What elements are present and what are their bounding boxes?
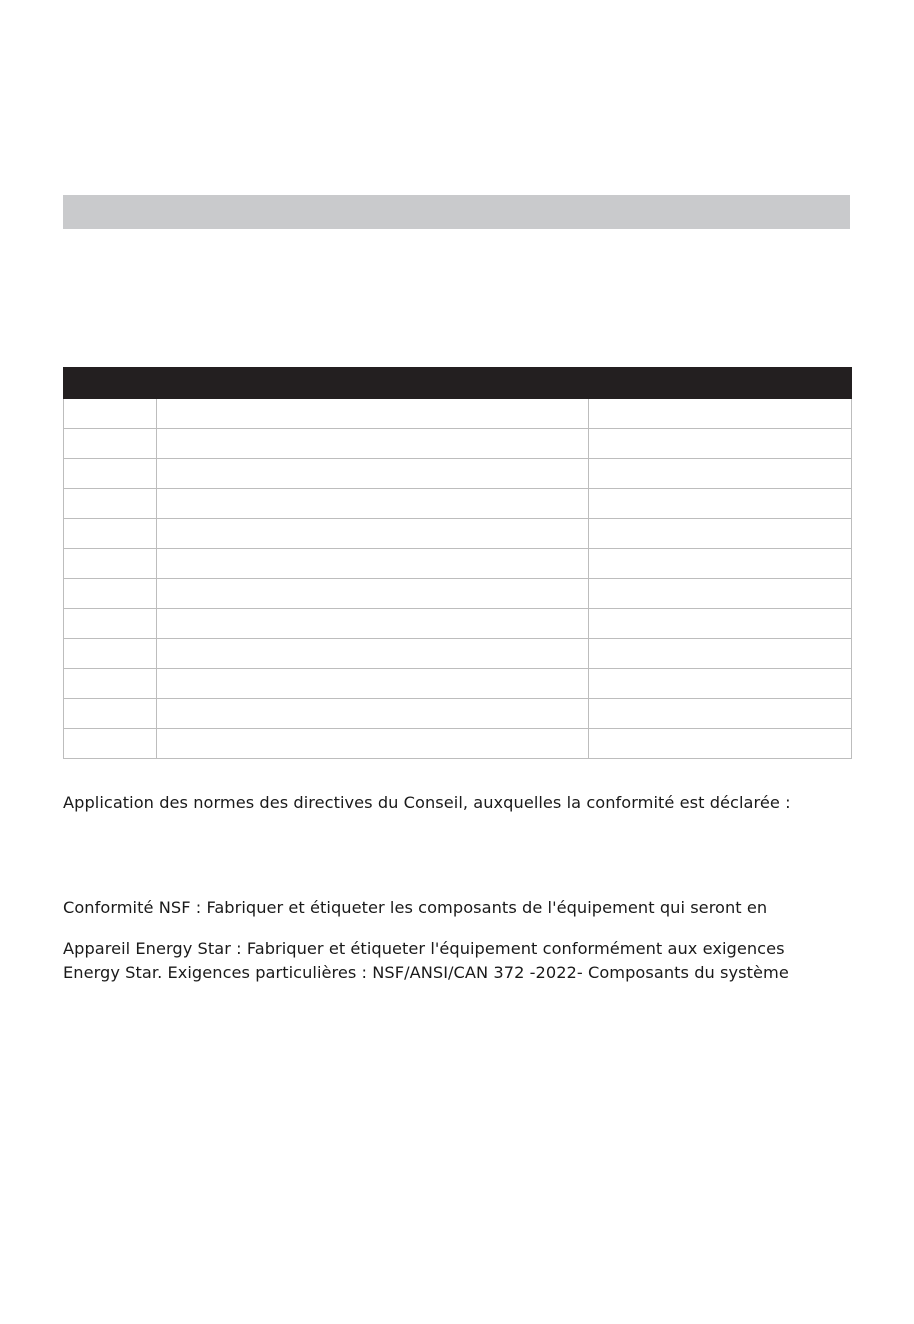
table-cell bbox=[64, 699, 157, 729]
table-cell bbox=[64, 639, 157, 669]
standards-statement: Application des normes des directives du Conseil, auxquelles la conformité est déclarée : bbox=[63, 793, 791, 812]
table-cell bbox=[589, 459, 852, 489]
table-cell bbox=[157, 519, 589, 549]
section-header-bar bbox=[63, 195, 850, 229]
table-cell bbox=[589, 579, 852, 609]
specification-table bbox=[63, 367, 852, 759]
energy-star-text-line-1: Appareil Energy Star : Fabriquer et étiqueter l'équipement conformément aux exigences bbox=[63, 939, 785, 958]
table-cell bbox=[157, 609, 589, 639]
table-cell bbox=[64, 579, 157, 609]
table-cell bbox=[589, 549, 852, 579]
table-header-cell bbox=[157, 368, 589, 399]
table-cell bbox=[64, 429, 157, 459]
nsf-compliance-text: Conformité NSF : Fabriquer et étiqueter les composants de l'équipement qui seront en bbox=[63, 898, 768, 917]
table-cell bbox=[157, 549, 589, 579]
table-cell bbox=[589, 669, 852, 699]
table-row bbox=[64, 459, 852, 489]
table-cell bbox=[64, 489, 157, 519]
table-cell bbox=[157, 669, 589, 699]
table-cell bbox=[589, 609, 852, 639]
table-row bbox=[64, 669, 852, 699]
table-cell bbox=[157, 699, 589, 729]
table-row bbox=[64, 429, 852, 459]
table-cell bbox=[589, 399, 852, 429]
table-cell bbox=[589, 489, 852, 519]
table-header-row bbox=[64, 368, 852, 399]
table-row bbox=[64, 549, 852, 579]
table-cell bbox=[157, 399, 589, 429]
table-row bbox=[64, 579, 852, 609]
table-cell bbox=[157, 729, 589, 759]
table-cell bbox=[589, 639, 852, 669]
table-cell bbox=[157, 579, 589, 609]
table-cell bbox=[157, 639, 589, 669]
table-cell bbox=[157, 459, 589, 489]
table-header-cell bbox=[589, 368, 852, 399]
energy-star-text-line-2: Energy Star. Exigences particulières : NSF/ANSI/CAN 372 -2022- Composants du système bbox=[63, 963, 789, 982]
table-cell bbox=[589, 429, 852, 459]
table-cell bbox=[64, 549, 157, 579]
table-row bbox=[64, 699, 852, 729]
table-cell bbox=[589, 729, 852, 759]
table-cell bbox=[157, 429, 589, 459]
table-row bbox=[64, 489, 852, 519]
table-row bbox=[64, 729, 852, 759]
table-row bbox=[64, 609, 852, 639]
table-cell bbox=[64, 669, 157, 699]
table-header-cell bbox=[64, 368, 157, 399]
table-row bbox=[64, 519, 852, 549]
table-row bbox=[64, 639, 852, 669]
table-cell bbox=[64, 609, 157, 639]
table-cell bbox=[157, 489, 589, 519]
table-cell bbox=[589, 699, 852, 729]
table-cell bbox=[589, 519, 852, 549]
table-cell bbox=[64, 459, 157, 489]
table-cell bbox=[64, 729, 157, 759]
table-row bbox=[64, 399, 852, 429]
table-cell bbox=[64, 399, 157, 429]
table-cell bbox=[64, 519, 157, 549]
